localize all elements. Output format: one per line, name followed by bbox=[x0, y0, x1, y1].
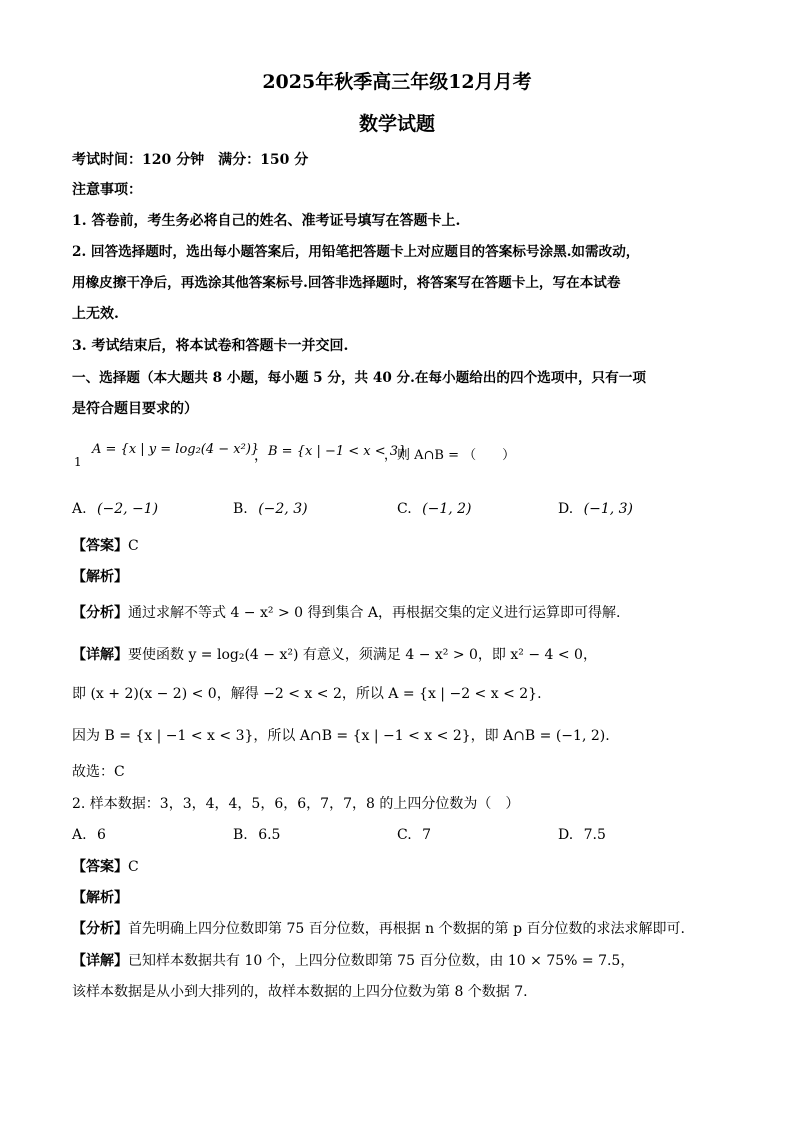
question-stem-separator: ， bbox=[254, 448, 268, 464]
exam-title: 2025年秋季高三年级12月月考 bbox=[262, 71, 532, 93]
detail-line-2: 即 (x + 2)(x − 2) < 0，解得 −2 < x < 2，所以 A = {x | −2 < x < 2}. bbox=[72, 686, 542, 702]
option-value: (−2, −1) bbox=[97, 501, 159, 517]
notice-title: 注意事项： bbox=[72, 182, 142, 198]
option-label: C. bbox=[397, 501, 412, 517]
answer-value: C bbox=[128, 859, 139, 875]
fenxi-tag: 【分析】 bbox=[72, 605, 128, 621]
detail-line-3: 因为 B = {x | −1 < x < 3}，所以 A∩B = {x | −1 < x < 2}，即 A∩B = (−1, 2). bbox=[72, 728, 610, 744]
detail-text: 要使函数 y = log₂(4 − x²) 有意义，须满足 4 − x² > 0，即 x² − 4 < 0， bbox=[128, 647, 597, 663]
option-c bbox=[397, 499, 472, 519]
detail-tag: 【详解】 bbox=[72, 953, 128, 969]
question-2-stem: 2. 样本数据：3，3，4，4，5，6，6，7，7，8 的上四分位数为（ ） bbox=[72, 796, 520, 812]
answer-value: C bbox=[128, 538, 139, 554]
option-b bbox=[233, 499, 308, 519]
answer-tag: 【答案】 bbox=[72, 859, 128, 875]
q2-analysis-tag: 【解析】 bbox=[72, 890, 128, 906]
question-stem-set-b: B = {x | −1 < x < 3} bbox=[268, 444, 407, 459]
answer-tag: 【答案】 bbox=[72, 538, 128, 554]
question-stem-set-a: A = {x | y = log₂(4 − x²)} bbox=[92, 442, 260, 457]
option-label: D. bbox=[558, 501, 574, 517]
detail-line-1 bbox=[72, 645, 597, 665]
option-value: 7 bbox=[422, 827, 432, 843]
option-label: A. bbox=[72, 827, 87, 843]
answer-line bbox=[72, 536, 139, 556]
exam-info: 考试时间：120 分钟 满分：150 分 bbox=[72, 152, 309, 168]
option-label: B. bbox=[233, 501, 248, 517]
fenxi-line bbox=[72, 603, 621, 623]
option-value: (−1, 3) bbox=[583, 501, 634, 517]
option-value: (−2, 3) bbox=[258, 501, 308, 517]
q2-fenxi-line bbox=[72, 919, 685, 939]
q2-option-a bbox=[72, 825, 106, 845]
detail-text: 已知样本数据共有 10 个，上四分位数即第 75 百分位数，由 10 × 75% = 7.5， bbox=[128, 953, 635, 969]
q2-option-d bbox=[558, 825, 606, 845]
option-value: 6.5 bbox=[258, 827, 281, 843]
section-heading-line1: 一、选择题（本大题共 8 小题，每小题 5 分，共 40 分.在每小题给出的四个选项中，只有一项 bbox=[72, 370, 646, 386]
option-value: 7.5 bbox=[583, 827, 606, 843]
q2-option-c bbox=[397, 825, 431, 845]
notice-item-2-line2: 用橡皮擦干净后，再选涂其他答案标号.回答非选择题时，将答案写在答题卡上，写在本试卷 bbox=[72, 275, 621, 291]
q2-answer-line bbox=[72, 857, 139, 877]
option-label: C. bbox=[397, 827, 412, 843]
q2-detail-line-1 bbox=[72, 951, 634, 971]
option-value: 6 bbox=[97, 827, 106, 843]
q2-detail-line-2: 该样本数据是从小到大排列的，故样本数据的上四分位数为第 8 个数据 7. bbox=[72, 984, 528, 1000]
fenxi-tag: 【分析】 bbox=[72, 921, 128, 937]
option-label: D. bbox=[558, 827, 574, 843]
notice-item-2-line1: 2. 回答选择题时，选出每小题答案后，用铅笔把答题卡上对应题目的答案标号涂黑.如需改动， bbox=[72, 244, 640, 260]
conclusion: 故选：C bbox=[72, 764, 125, 780]
option-d bbox=[558, 499, 633, 519]
option-label: B. bbox=[233, 827, 248, 843]
detail-tag: 【详解】 bbox=[72, 647, 128, 663]
option-label: A. bbox=[72, 501, 87, 517]
notice-item-3: 3. 考试结束后，将本试卷和答题卡一并交回. bbox=[72, 338, 349, 354]
question-stem-tail: ，则 A∩B = （ ） bbox=[384, 448, 516, 463]
option-value: (−1, 2) bbox=[422, 501, 472, 517]
section-heading-line2: 是符合题目要求的） bbox=[72, 401, 198, 417]
analysis-tag: 【解析】 bbox=[72, 569, 128, 585]
exam-subtitle: 数学试题 bbox=[358, 113, 435, 135]
question-number: 1 bbox=[74, 455, 82, 469]
fenxi-text: 首先明确上四分位数即第 75 百分位数，再根据 n 个数据的第 p 百分位数的求法求解即可. bbox=[128, 921, 685, 937]
q2-option-b bbox=[233, 825, 280, 845]
notice-item-2-line3: 上无效. bbox=[72, 306, 119, 322]
option-a bbox=[72, 499, 158, 519]
notice-item-1: 1. 答卷前，考生务必将自己的姓名、准考证号填写在答题卡上. bbox=[72, 213, 461, 229]
fenxi-text: 通过求解不等式 4 − x² > 0 得到集合 A，再根据交集的定义进行运算即可得解. bbox=[128, 605, 621, 621]
